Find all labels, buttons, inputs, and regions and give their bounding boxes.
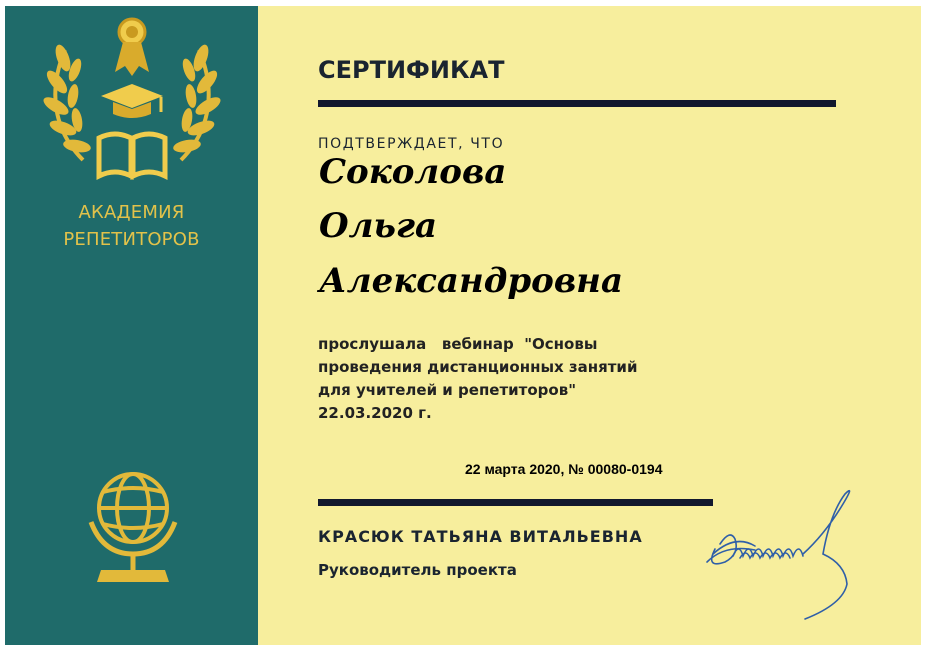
org-name-line2: РЕПЕТИТОРОВ: [63, 229, 200, 250]
recipient-first-name: Ольга: [319, 206, 438, 246]
org-name-line1: АКАДЕМИЯ: [78, 202, 185, 223]
recipient-surname: Соколова: [319, 152, 507, 192]
sidebar: [5, 6, 258, 645]
title-divider: [318, 100, 836, 107]
laurel-medal-book-icon: [43, 10, 221, 190]
certificate-title: СЕРТИФИКАТ: [318, 56, 505, 84]
certificate-body: [318, 333, 708, 425]
signature-icon: [695, 474, 870, 624]
body-line: прослушала вебинар "Основы: [318, 335, 598, 353]
body-line: проведения дистанционных занятий: [318, 358, 638, 376]
recipient-patronymic: Александровна: [319, 261, 623, 301]
body-line: для учителей и репетиторов": [318, 381, 577, 399]
confirms-label: ПОДТВЕРЖДАЕТ, ЧТО: [318, 136, 505, 152]
signature-divider: [318, 499, 713, 506]
body-line: 22.03.2020 г.: [318, 404, 432, 422]
signer-name: КРАСЮК ТАТЬЯНА ВИТАЛЬЕВНА: [318, 527, 643, 546]
signer-role: Руководитель проекта: [318, 561, 517, 579]
globe-icon: [83, 462, 183, 588]
certificate: [5, 6, 921, 645]
issue-date-number: 22 марта 2020, № 00080-0194: [465, 461, 663, 477]
